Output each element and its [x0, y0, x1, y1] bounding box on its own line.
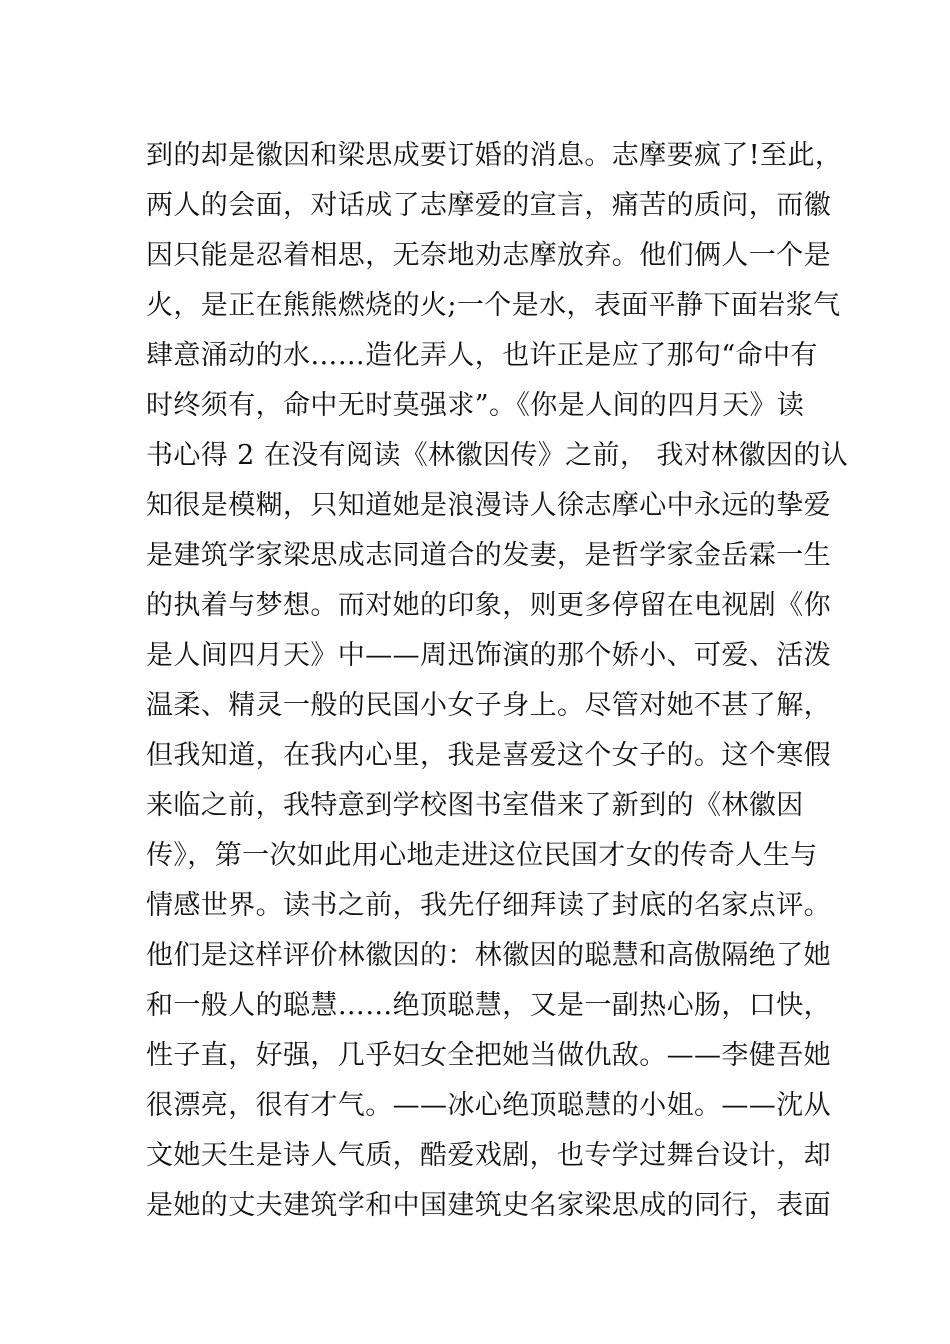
text-line: 两人的会面，对话成了志摩爱的宣言，痛苦的质问，而徽: [146, 190, 831, 221]
text-line: 来临之前，我特意到学校图书室借来了新到的《林徽因: [146, 790, 804, 821]
text-line: 但我知道，在我内心里，我是喜爱这个女子的。这个寒假: [146, 740, 831, 771]
text-line: 时终须有，命中无时莫强求”。《你是人间的四月天》读: [146, 390, 805, 421]
text-line: 到的却是徽因和梁思成要订婚的消息。志摩要疯了!至此，: [146, 140, 843, 171]
text-line: 因只能是忍着相思，无奈地劝志摩放弃。他们俩人一个是: [146, 240, 831, 271]
text-line: 他们是这样评价林徽因的：林徽因的聪慧和高傲隔绝了她: [146, 940, 831, 971]
text-line: 是她的丈夫建筑学和中国建筑史名家梁思成的同行，表面: [146, 1190, 831, 1221]
text-line: 是建筑学家梁思成志同道合的发妻，是哲学家金岳霖一生: [146, 540, 831, 571]
text-line: 是人间四月天》中——周迅饰演的那个娇小、可爱、活泼: [146, 640, 831, 671]
text-line: 和一般人的聪慧……绝顶聪慧，又是一副热心肠，口快，: [146, 990, 831, 1021]
text-line: 知很是模糊，只知道她是浪漫诗人徐志摩心中永远的挚爱: [146, 490, 831, 521]
text-line: 书心得 2 在没有阅读《林徽因传》之前， 我对林徽因的认: [146, 440, 849, 471]
text-line: 肆意涌动的水……造化弄人，也许正是应了那句“命中有: [146, 340, 818, 371]
text-line: 文她天生是诗人气质，酷爱戏剧，也专学过舞台设计，却: [146, 1140, 831, 1171]
text-line: 传》，第一次如此用心地走进这位民国才女的传奇人生与: [146, 840, 818, 871]
text-line: 很漂亮，很有才气。——冰心绝顶聪慧的小姐。——沈从: [146, 1090, 831, 1121]
text-line: 火，是正在熊熊燃烧的火;一个是水，表面平静下面岩浆气: [146, 290, 841, 321]
body-text: [146, 131, 849, 1231]
text-line: 情感世界。读书之前，我先仔细拜读了封底的名家点评。: [146, 890, 831, 921]
text-line: 温柔、精灵一般的民国小女子身上。尽管对她不甚了解，: [146, 690, 831, 721]
text-line: 的执着与梦想。而对她的印象，则更多停留在电视剧《你: [146, 590, 831, 621]
text-line: 性子直，好强，几乎妇女全把她当做仇敌。——李健吾她: [146, 1040, 831, 1071]
